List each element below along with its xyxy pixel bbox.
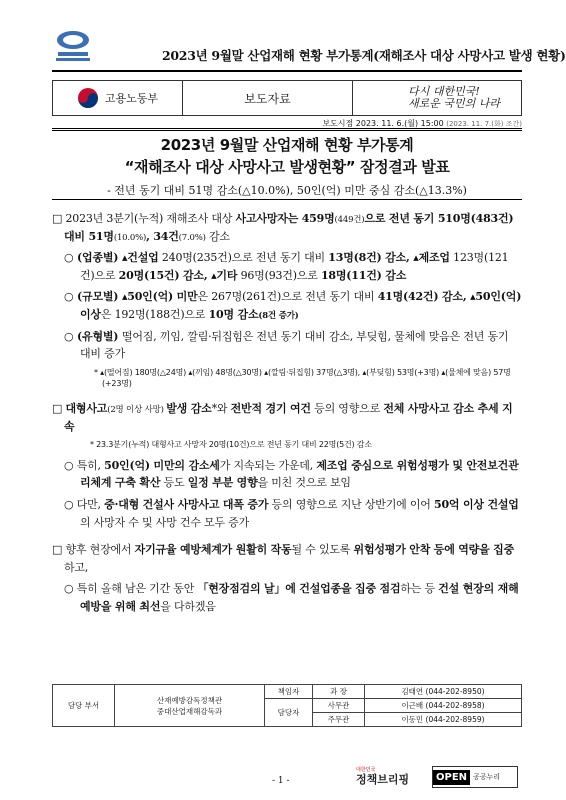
text-bold: ○ (규모별): [64, 290, 122, 304]
press-release-label: 보도자료: [183, 81, 353, 115]
text: 가 지속되는 가운데,: [219, 458, 317, 472]
text-bold: 사고사망자는 459명: [235, 212, 335, 225]
footnote-1: * ▴(떨어짐) 180명(△24명) ▴(끼임) 48명(△30명) ▴(깔림·뒤집힘) 37명(△3명), ▴(부딪힘) 53명(+3명) ▴(물체에 맞음) 57명(+23명): [94, 367, 511, 389]
paragraph-8: [52, 541, 522, 576]
text: 등도: [160, 476, 188, 490]
text-bold: ▴50인(억) 이상: [80, 290, 522, 321]
charge-title-2: 주무관: [313, 713, 365, 727]
paragraph-2: [52, 249, 522, 284]
charge-label: 담당자: [265, 699, 313, 727]
text-bold: 대형사고: [65, 401, 108, 415]
text: (449건): [334, 215, 365, 225]
text: 떨어짐, 끼임, 깔림·뒤집힘은 전년 동기 대비 감소, 부딪힘, 물체에 맞음은 전년 동기 대비 증가: [80, 329, 509, 361]
text: 은 267명(261건)으로 전년 동기 대비: [197, 290, 378, 304]
title-box: [52, 128, 522, 200]
text: 의 사망자 수 및 사망 건수 모두 증가: [80, 515, 250, 529]
text: 123명(121건)으로: [80, 251, 509, 282]
text: ○ 특히,: [64, 458, 105, 472]
text: □: [52, 401, 66, 415]
slogan-line-2: 새로운 국민의 나라: [407, 97, 500, 110]
taegeuk-logo-icon: [77, 87, 99, 109]
charge-name-2: 이동민 (044-202-8959): [365, 713, 522, 727]
ministry-cell: [53, 81, 183, 115]
paragraph-7: [52, 496, 522, 531]
text-bold: 50억 이상 건설업: [434, 497, 519, 511]
emblem-icon: [52, 28, 94, 68]
dept-label: 담당 부서: [53, 685, 115, 727]
charge-name-1: 이근배 (044-202-8958): [365, 699, 522, 713]
text: ○ 다만,: [64, 497, 105, 511]
paragraph-6: [52, 457, 522, 492]
text: (7.0%): [178, 232, 206, 243]
text: (10.0%): [113, 232, 147, 243]
header-divider: [52, 70, 522, 72]
text-bold: 18명(11건) 감소: [320, 268, 407, 282]
text-bold: ▴50인(억) 미만: [121, 290, 198, 304]
header-title: 2023년 9월말 산업재해 현황 부가통계(재해조사 대상 사망사고 발생 현황): [162, 48, 566, 63]
text-bold: , 34건: [146, 229, 179, 243]
contact-table: [52, 684, 522, 727]
text-bold: 으로: [364, 212, 389, 225]
text-bold: 제조업 중심으로 위험성평가 및 안전보건관리체계 구축 확산: [80, 458, 519, 490]
text-bold: 자기규율 예방체계가 원활히 작동: [134, 543, 292, 557]
text-bold: 50인(억) 미만의 감소세: [104, 458, 220, 472]
text: 될 수 있도록: [291, 543, 354, 557]
dept-2: 중대산업재해감독과: [156, 706, 223, 716]
text-bold: 41명(42건) 감소,: [377, 290, 471, 304]
text: 감소: [205, 229, 230, 243]
paragraph-4: [52, 328, 522, 363]
brief-small-text: 대한민국: [356, 767, 376, 773]
text-bold: ▴기타: [211, 268, 238, 282]
text-bold: 13명(8건) 감소,: [328, 251, 414, 265]
dept-1: 산재예방감독정책관: [156, 695, 223, 705]
text-bold: 전년 동기 510명(483건) 대비 51명: [64, 212, 514, 243]
subtitle: - 전년 동기 대비 51명 감소(△10.0%), 50인(억) 미만 중심 감소(△13.3%): [107, 184, 467, 197]
policy-briefing-logo: [356, 766, 409, 787]
text-bold: 전반적 경기 여건: [230, 401, 311, 415]
text-bold: 중·대형 건설사 사망사고 대폭 증가: [104, 497, 269, 511]
text: □ 향후 현장에서: [52, 543, 135, 557]
open-sub: 공공누리: [473, 773, 501, 781]
resp-label: 책임자: [265, 685, 313, 699]
open-badge: OPEN: [433, 770, 470, 785]
document-header: [52, 38, 566, 68]
text-bold: 20명(15건) 감소,: [118, 268, 212, 282]
ministry-name: 고용노동부: [104, 92, 159, 105]
text: 을 미친 것으로 보임: [257, 476, 351, 490]
body-content: [52, 210, 522, 619]
text-bold: ○ (업종별): [64, 251, 122, 265]
page-number: - 1 -: [272, 776, 290, 786]
text: 등의 영향으로 지난 상반기에 이어: [268, 497, 435, 511]
main-title-line-1: 2023년 9월말 산업재해 현황 부가통계: [160, 136, 414, 154]
text: 을 다하겠음: [160, 599, 216, 613]
paragraph-3: [52, 288, 522, 323]
text-bold: (8건 증가): [258, 310, 299, 321]
text-bold: 10명 감소: [208, 307, 259, 321]
text-bold: 전체 사망사고 감소 추세 지속: [64, 401, 513, 433]
charge-title-1: 사무관: [313, 699, 365, 713]
text-bold: 건설 현장의 재해예방을 위해 최선: [80, 582, 519, 613]
text: 은 192명(188건)으로: [100, 307, 209, 321]
paragraph-1: [52, 210, 522, 245]
text-bold: 발생 감소: [166, 401, 212, 415]
release-info-box: [52, 80, 522, 116]
brief-text: 정책브리핑: [356, 773, 410, 786]
text: (2명 이상 사망): [107, 404, 167, 415]
text: □ 2023년 3분기(누적) 재해조사 대상: [52, 212, 236, 225]
text: 240명(235건)으로 전년 동기 대비: [158, 251, 329, 265]
text-bold: 위험성평가 안착 등에 역량을 집중: [353, 543, 515, 557]
resp-title: 과 장: [313, 685, 365, 699]
open-license-logo: [432, 766, 518, 788]
paragraph-5: [52, 400, 522, 435]
footnote-2: * 23.3분기(누적) 대형사고 사망자 20명(10건)으로 전년 동기 대비 22명(5건) 감소: [90, 440, 372, 450]
embargo-paper: (2023. 11. 7.(화) 조간): [446, 120, 522, 128]
slogan-line-1: 다시 대한민국!: [408, 85, 480, 99]
text: *와: [211, 401, 231, 415]
text-bold: ▴건설업: [121, 251, 159, 265]
slogan: [353, 81, 521, 115]
text-bold: ▴제조업: [413, 251, 450, 265]
text: 등의 영향으로: [310, 401, 384, 415]
paragraph-9: [52, 580, 522, 615]
embargo-time: 보도시점 2023. 11. 6.(월) 15:00: [322, 119, 444, 128]
text: 하는 등: [400, 582, 439, 596]
dept-names: [115, 685, 265, 727]
text: 96명(93건)으로: [237, 268, 321, 282]
text-bold: 일정 부분 영향: [187, 476, 258, 490]
main-title-line-2: “재해조사 대상 사망사고 발생현황” 잠정결과 발표: [124, 158, 450, 176]
text: 하고,: [64, 560, 89, 574]
resp-name: 김태연 (044-202-8950): [365, 685, 522, 699]
text: ○ 특히 올해 남은 기간 동안: [64, 582, 198, 596]
text-bold: ○ (유형별): [64, 329, 122, 343]
text-bold: 「현장점검의 날」에 건설업종을 집중 점검: [197, 582, 401, 596]
